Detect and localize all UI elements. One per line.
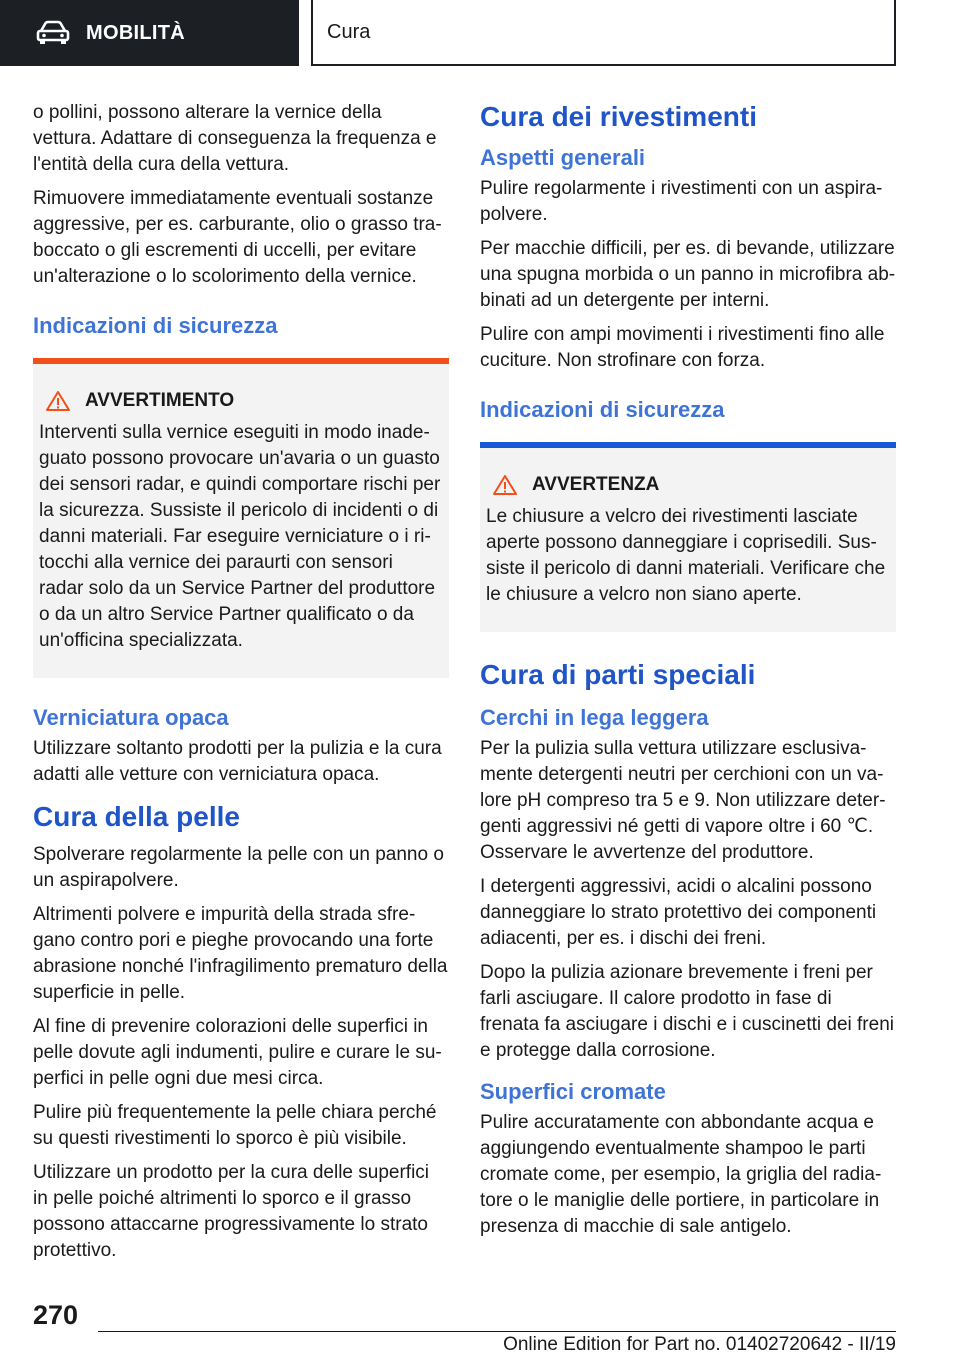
paragraph: Pulire regolarmente i rivestimenti con un aspirapolvere.	[480, 178, 883, 225]
paragraph: Utilizzare soltanto prodotti per la pulizia e la cura adatti alle vetture con verniciatura opaca.	[33, 738, 442, 785]
paragraph: Utilizzare un prodotto per la cura delle superfici in pelle poiché altrimenti lo sporco e il grasso possono attaccarne progressivamente lo strato protettivo.	[33, 1162, 430, 1261]
caution-title-row	[486, 472, 888, 498]
section-tab[interactable]	[0, 0, 299, 66]
section-label: MOBILITÀ	[86, 21, 186, 44]
caution-triangle-icon	[492, 474, 518, 496]
paragraph: Pulire accuratamente con abbondante acqua e aggiungendo eventualmente shampoo le parti cromate come, per esempio, la griglia del radiatore o le maniglie delle portiere, in particolare in presenza di macchie di sale antigelo.	[480, 1112, 882, 1237]
topic-tab	[311, 0, 896, 66]
heading-special-parts: Cura di parti speciali	[480, 659, 756, 690]
car-icon	[36, 20, 70, 46]
paragraph: Rimuovere immediatamente eventuali sostanze aggressive, per es. carburante, olio o grasso traboccato o gli escrementi di uccelli, per evitare un'alterazione o lo scolorimento della vernice.	[33, 188, 442, 287]
heading-general: Aspetti generali	[480, 145, 646, 170]
paragraph: Altrimenti polvere e impurità della strada sfregano contro pori e pieghe provocando una forte abrasione nonché l'infragilimento prematuro della superficie in pelle.	[33, 904, 448, 1003]
paragraph: I detergenti aggressivi, acidi o alcalini possono danneggiare lo strato protettivo dei componenti adiacenti, per es. i dischi dei freni.	[480, 876, 877, 949]
warning-box	[33, 358, 449, 678]
caution-title: AVVERTENZA	[532, 474, 660, 495]
heading-upholstery-care: Cura dei rivestimenti	[480, 101, 757, 132]
paragraph: Pulire con ampi movimenti i rivestimenti fino alle cuciture. Non strofinare con forza.	[480, 324, 885, 371]
paragraph: Dopo la pulizia azionare brevemente i freni per farli asciugare. Il calore prodotto in fase di frenata fa asciugare i dischi e i cuscinetti dei freni e protegge dalla corrosione.	[480, 962, 894, 1061]
paragraph: Per la pulizia sulla vettura utilizzare esclusivamente detergenti neutri per cerchioni con un valore pH compreso tra 5 e 9. Non utilizzare detergenti aggressivi né getti di vapore oltre i 60 ℃. Osservare le avvertenze del produttore.	[480, 738, 886, 863]
caution-box	[480, 442, 896, 632]
paragraph: Per macchie difficili, per es. di bevande, utilizzare una spugna morbida o un panno in microfibra abbinati ad un detergente per interni.	[480, 238, 896, 311]
heading-safety: Indicazioni di sicurezza	[480, 397, 725, 422]
topic-label: Cura	[327, 20, 371, 43]
warning-title-row	[39, 388, 441, 414]
page-number: 270	[33, 1300, 79, 1330]
warning-triangle-icon	[45, 390, 71, 412]
heading-alloy-wheels: Cerchi in lega leggera	[480, 705, 709, 730]
heading-leather-care: Cura della pelle	[33, 801, 240, 832]
edition-text: Online Edition for Part no. 01402720642 - II/19	[503, 1334, 896, 1355]
caution-text: Le chiusure a velcro dei rivestimenti lasciate aperte possono danneggiare i coprisedili. Sussiste il pericolo di danni materiali. Verificare che le chiusure a velcro non siano aperte.	[486, 506, 886, 605]
footer-divider	[98, 1331, 896, 1332]
heading-safety: Indicazioni di sicurezza	[33, 313, 278, 338]
paragraph: Pulire più frequentemente la pelle chiara perché su questi rivestimenti lo sporco è più visibile.	[33, 1102, 437, 1149]
paragraph: Al fine di prevenire colorazioni delle superfici in pelle dovute agli indumenti, pulire e curare le superfici in pelle ogni due mesi circa.	[33, 1016, 442, 1089]
heading-chrome: Superfici cromate	[480, 1079, 666, 1104]
warning-text: Interventi sulla vernice eseguiti in modo inadeguato possono provocare un'avaria o un guasto dei sensori radar, e quindi comportare rischi per la sicurezza. Sussiste il pericolo di incidenti o di danni materiali. Far eseguire verniciature o i ritocchi alla vernice dei paraurti con sensori radar solo da un Service Partner del produttore o da un altro Service Partner qualificato o da un'officina specializzata.	[39, 422, 441, 651]
paragraph: o pollini, possono alterare la vernice della vettura. Adattare di conseguenza la frequenza e l'entità della cura della vettura.	[33, 102, 437, 175]
left-column	[33, 100, 449, 1272]
right-column	[480, 100, 896, 1248]
warning-title: AVVERTIMENTO	[85, 390, 235, 411]
paragraph: Spolverare regolarmente la pelle con un panno o un aspirapolvere.	[33, 844, 444, 891]
page-header	[0, 0, 960, 66]
heading-matte-paint: Verniciatura opaca	[33, 705, 229, 730]
